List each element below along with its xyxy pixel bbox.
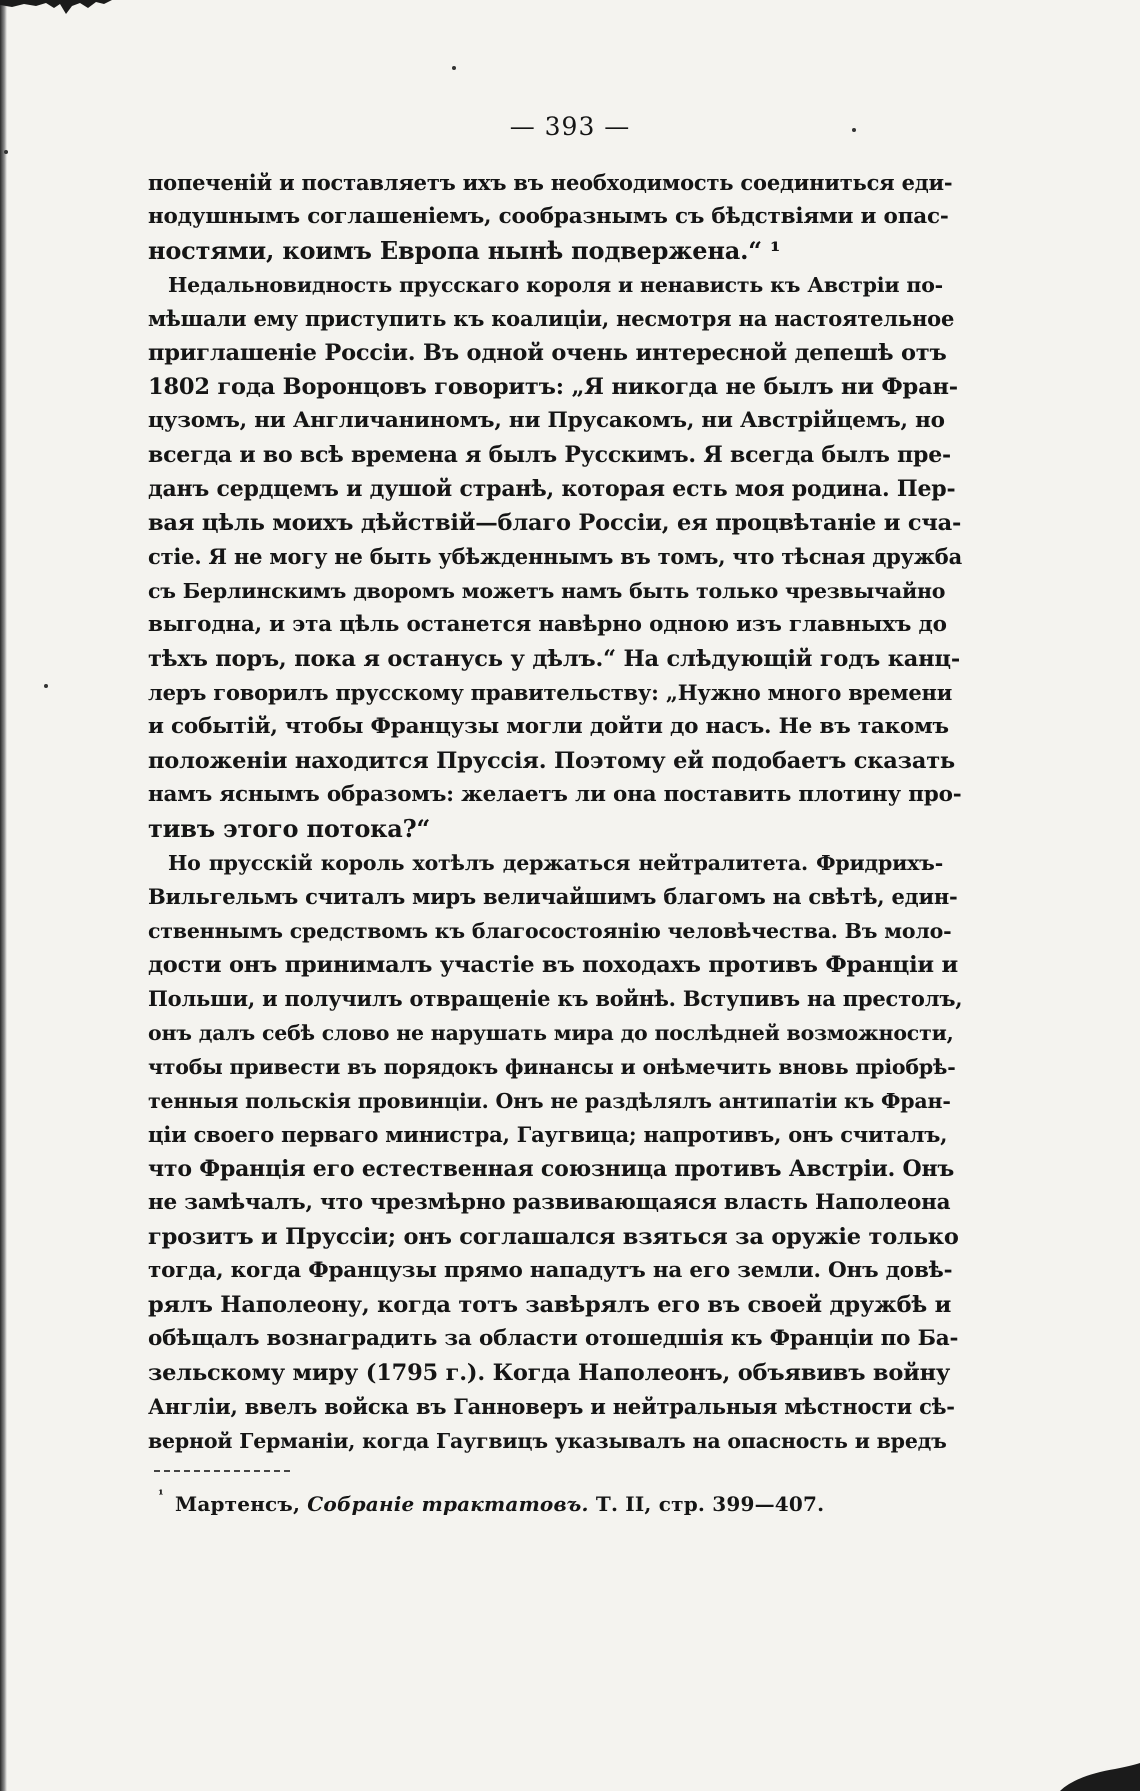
paragraph (148, 166, 953, 268)
text-line: леръ говорилъ прусскому правительству: „Нужно много времени (148, 680, 953, 705)
footnote-mark: ¹ (158, 1488, 164, 1503)
text-line: ціи своего перваго министра, Гаугвица; напротивъ, онъ считалъ, (148, 1122, 948, 1147)
text-line: выгодна, и эта цѣль останется навѣрно одною изъ главныхъ до (148, 612, 947, 637)
text-line: онъ далъ себѣ слово не нарушать мира до послѣдней возможности, (148, 1021, 954, 1045)
text-line: намъ яснымъ образомъ: желаетъ ли она поставить плотину про- (148, 782, 962, 807)
text-line: дости онъ принималъ участіе въ походахъ противъ Франціи и (148, 952, 959, 978)
corner-ink-smudge (1030, 1757, 1140, 1791)
text-line: приглашеніе Россіи. Въ одной очень интересной депешѣ отъ (148, 340, 947, 366)
footnote-divider (154, 1470, 290, 1472)
text-line: мѣшали ему приступить къ коалиціи, несмотря на настоятельное (148, 306, 955, 331)
ink-speck (44, 684, 48, 688)
text-line: данъ сердцемъ и душой странѣ, которая есть моя родина. Пер- (148, 476, 956, 502)
text-line: стіе. Я не могу не быть убѣжденнымъ въ томъ, что тѣсная дружба (148, 544, 963, 569)
paragraph (148, 846, 963, 1458)
text-line: Недальновидность прусскаго короля и ненависть къ Австріи по- (168, 273, 943, 297)
corner-ink-mark (0, 0, 120, 22)
text-line: грозитъ и Пруссіи; онъ соглашался взяться за оружіе только (148, 1224, 959, 1250)
text-line: ностями, коимъ Европа нынѣ подвержена.“ ¹ (148, 236, 781, 265)
ink-speck (452, 66, 456, 70)
page-binding-edge (0, 0, 7, 1791)
text-line: рялъ Наполеону, когда тотъ завѣрялъ его въ своей дружбѣ и (148, 1292, 952, 1318)
text-line: и событій, чтобы Французы могли дойти до насъ. Не въ такомъ (148, 714, 949, 739)
text-line: положеніи находится Пруссія. Поэтому ей подобаетъ сказать (148, 748, 956, 774)
text-line: что Франція его естественная союзница противъ Австріи. Онъ (148, 1156, 955, 1182)
text-line: ственнымъ средствомъ къ благосостоянію человѣчества. Въ моло- (148, 919, 952, 943)
footnote-author: Мартенсъ, (175, 1492, 301, 1516)
text-line: Вильгельмъ считалъ миръ величайшимъ благомъ на свѣтѣ, един- (148, 884, 958, 909)
text-line: всегда и во всѣ времена я былъ Русскимъ. Я всегда былъ пре- (148, 442, 951, 468)
text-line: Англіи, ввелъ войска въ Ганноверъ и нейтральныя мѣстности сѣ- (148, 1394, 955, 1419)
footnote-title: Собраніе трактатовъ. (307, 1492, 589, 1516)
text-line: зельскому миру (1795 г.). Когда Наполеонъ, объявивъ войну (148, 1360, 951, 1386)
text-line: 1802 года Воронцовъ говоритъ: „Я никогда не былъ ни Фран- (148, 374, 958, 400)
text-line: Польши, и получилъ отвращеніе къ войнѣ. Вступивъ на престолъ, (148, 986, 963, 1011)
text-line: чтобы привести въ порядокъ финансы и онѣмечить вновь пріобрѣ- (148, 1055, 956, 1079)
ink-speck (4, 150, 8, 154)
text-line: тивъ этого потока?“ (148, 814, 431, 843)
text-line: верной Германіи, когда Гаугвицъ указывалъ на опасность и вредъ (148, 1429, 947, 1453)
body-text (148, 166, 963, 1458)
text-line: съ Берлинскимъ дворомъ можетъ намъ быть только чрезвычайно (148, 579, 946, 603)
text-line: попеченій и поставляетъ ихъ въ необходимость соединиться еди- (148, 170, 953, 195)
paragraph (148, 268, 963, 846)
text-line: обѣщалъ вознаградить за области отошедшія къ Франціи по Ба- (148, 1326, 959, 1351)
text-line: нодушнымъ соглашеніемъ, сообразнымъ съ бѣдствіями и опас- (148, 204, 949, 229)
text-line: цузомъ, ни Англичаниномъ, ни Прусакомъ, ни Австрійцемъ, но (148, 408, 945, 433)
text-line: тогда, когда Французы прямо нападутъ на его земли. Онъ довѣ- (148, 1258, 953, 1283)
text-line: тѣхъ поръ, пока я останусь у дѣлъ.“ На слѣдующій годъ канц- (148, 646, 960, 672)
text-line: вая цѣль моихъ дѣйствій—благо Россіи, ея процвѣтаніе и сча- (148, 510, 962, 536)
page-number: — 393 — (509, 112, 631, 141)
footnote (158, 1488, 825, 1516)
text-line: не замѣчалъ, что чрезмѣрно развивающаяся власть Наполеона (148, 1190, 951, 1215)
footnote-reference: Т. II, стр. 399—407. (595, 1492, 825, 1516)
text-line: Но прусскій король хотѣлъ держаться нейтралитета. Фридрихъ- (168, 851, 943, 875)
text-line: тенныя польскія провинціи. Онъ не раздѣлялъ антипатіи къ Фран- (148, 1089, 951, 1113)
